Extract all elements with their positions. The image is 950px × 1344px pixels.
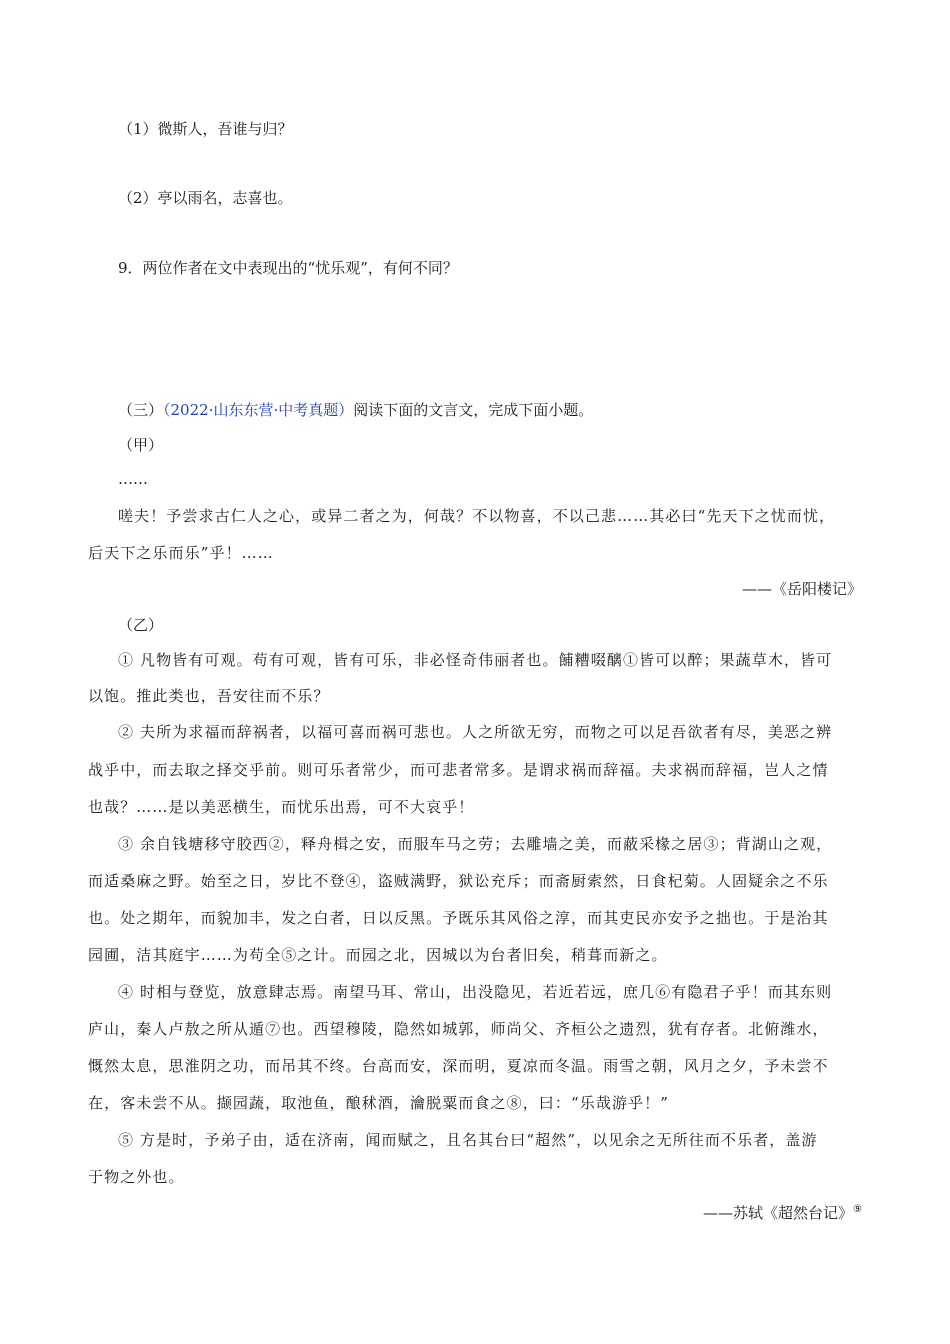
yi-p2-line-2: 战乎中，而去取之择交乎前。则可乐者常少，而可悲者常多。是谓求祸而辞福。夫求祸而辞福，岂人之情 [88,761,829,779]
question-sub-2: （2）亭以雨名，志喜也。 [118,189,293,207]
yi-p3-line-1: ③ 余自钱塘移守胶西②，释舟楫之安，而服车马之劳；去雕墙之美，而蔽采椽之居③；背湖山之观， [118,835,833,853]
jia-line-2: 后天下之乐而乐”乎！…… [88,544,274,562]
yi-attribution-text: ——苏轼《超然台记》 [703,1204,854,1222]
yi-p4-line-4: 在，客未尝不从。撷园蔬，取池鱼，酿秫酒，瀹脱粟而食之⑧，曰：“乐哉游乎！” [88,1094,670,1112]
source-tag: （2022·山东东营·中考真题） [163,401,354,419]
yi-label: （乙） [118,616,164,634]
yi-p4-line-1: ④ 时相与登览，放意肆志焉。南望马耳、常山，出没隐见，若近若远，庶几⑥有隐君子乎！而其东则 [118,983,833,1001]
yi-p2-line-3: 也哉？……是以美恶横生，而忧乐出焉，可不大哀乎！ [88,798,475,816]
yi-p3-line-4: 园圃，洁其庭宇……为苟全⑤之计。而园之北，因城以为台者旧矣，稍葺而新之。 [88,946,668,964]
jia-label: （甲） [118,436,164,454]
jia-ellipsis: …… [118,470,148,488]
question-sub-1: （1）微斯人，吾谁与归？ [118,120,293,138]
section-label: （三） [118,401,164,419]
section-3-header [118,399,593,421]
yi-p2-line-1: ② 夫所为求福而辞祸者，以福可喜而祸可悲也。人之所欲无穷，而物之可以足吾欲者有尽，美恶之辨 [118,723,833,741]
jia-attribution: ——《岳阳楼记》 [741,580,862,598]
yi-p3-line-2: 而适桑麻之野。始至之日，岁比不登④，盗贼满野，狱讼充斥；而斋厨索然，日食杞菊。人固疑余之不乐 [88,872,829,890]
question-9: 9．两位作者在文中表现出的“忧乐观”，有何不同？ [118,259,458,277]
footnote-marker: ⑨ [853,1204,862,1215]
yi-p5-line-2: 于物之外也。 [88,1168,185,1186]
yi-p3-line-3: 也。处之期年，而貌加丰，发之白者，日以反黑。予既乐其风俗之淳，而其吏民亦安予之拙也。于是治其 [88,909,829,927]
yi-p4-line-3: 慨然太息，思淮阴之功，而吊其不终。台高而安，深而明，夏凉而冬温。雨雪之朝，风月之夕，予未尝不 [88,1057,829,1075]
yi-p5-line-1: ⑤ 方是时，予弟子由，适在济南，闻而赋之，且名其台曰“超然”，以见余之无所往而不乐者，盖游 [118,1131,818,1149]
yi-attribution [703,1202,862,1224]
yi-p4-line-2: 庐山，秦人卢敖之所从遁⑦也。西望穆陵，隐然如城郭，师尚父、齐桓公之遗烈，犹有存者。北俯潍水， [88,1020,829,1038]
yi-p1-line-2: 以饱。推此类也，吾安往而不乐？ [88,687,330,705]
yi-p1-line-1: ① 凡物皆有可观。苟有可观，皆有可乐，非必怪奇伟丽者也。餔糟啜醨①皆可以醉；果蔬草木，皆可 [118,651,833,669]
jia-line-1: 嗟夫！予尝求古仁人之心，或异二者之为，何哉？不以物喜，不以己悲……其必曰“先天下之忧而忧， [118,507,836,525]
instruction-text: 阅读下面的文言文，完成下面小题。 [353,401,594,419]
